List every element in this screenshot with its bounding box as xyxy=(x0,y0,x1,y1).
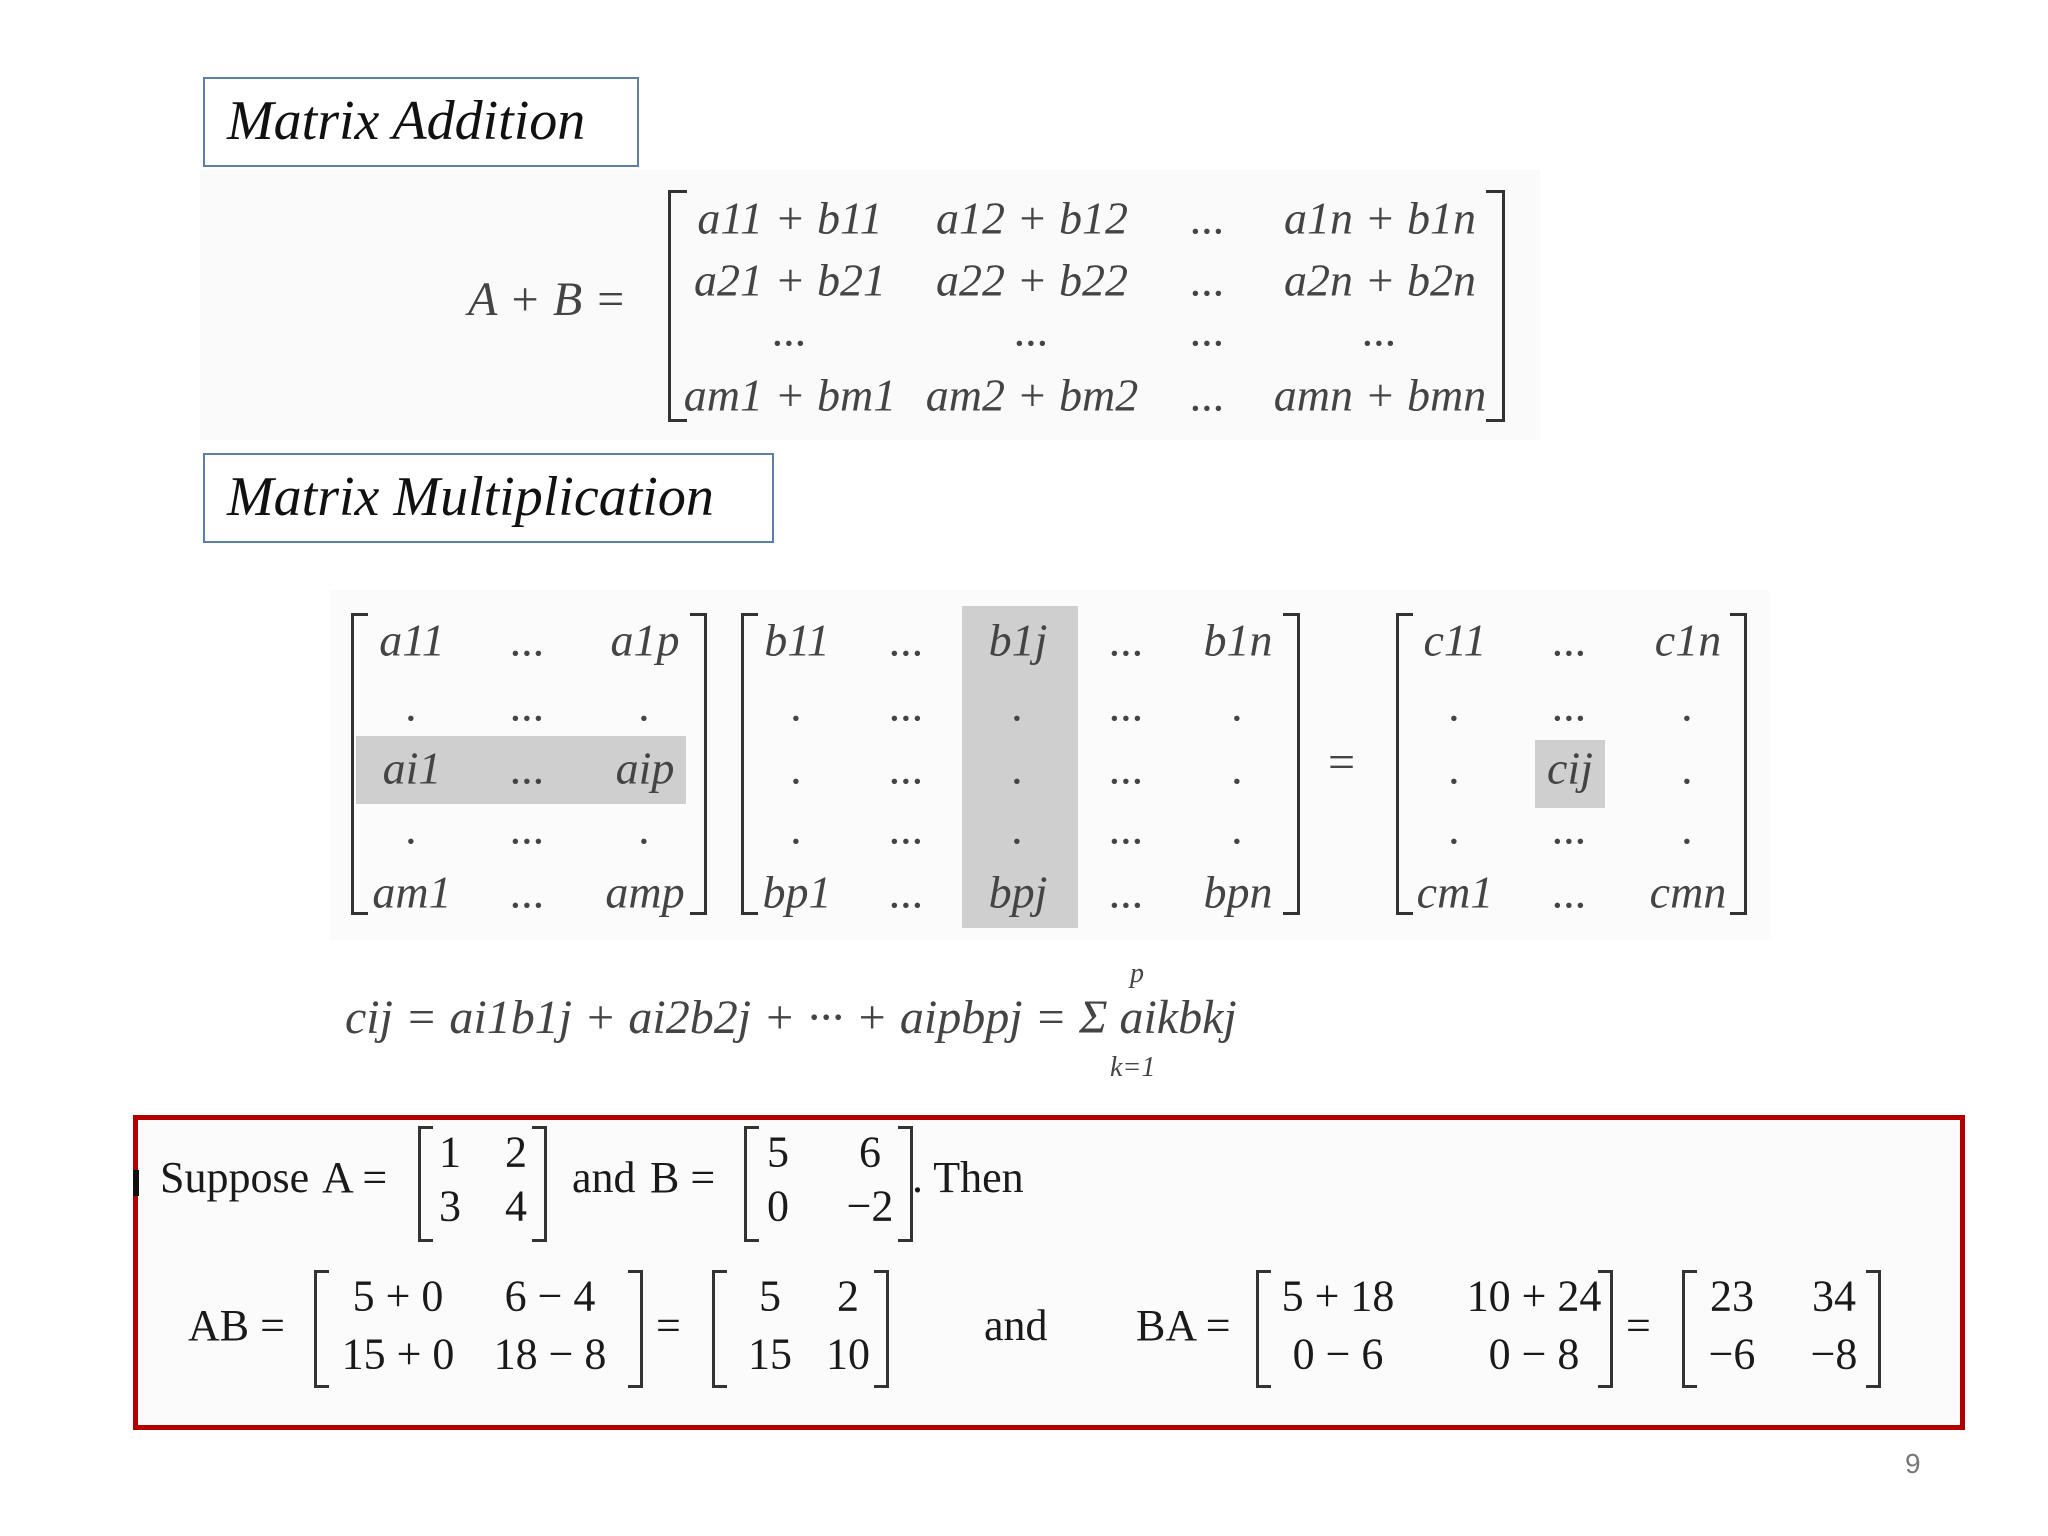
addition-cell-r3-c3: amn + bmn xyxy=(1273,369,1487,421)
ba-expand-cell-r1-c1: 0 − 8 xyxy=(1488,1329,1580,1379)
matrix-a-cell-r3-c2: . xyxy=(639,802,651,854)
sum-lower-limit xyxy=(1110,1052,1155,1084)
matrix-c-cell-r0-c2: c1n xyxy=(1654,614,1722,666)
ba-label: BA = xyxy=(1136,1301,1231,1350)
matrix-multiplication-title-text: Matrix Multiplication xyxy=(227,466,714,528)
ba-equals: = xyxy=(1626,1301,1651,1350)
matrix-b-cell-r4-c1: ... xyxy=(889,866,925,918)
then-text: . Then xyxy=(912,1153,1024,1202)
addition-cell-r2-c1: ... xyxy=(1014,304,1050,356)
matrix-c-cell-r2-c1: cij xyxy=(1547,742,1593,794)
matrix-addition-title-text: Matrix Addition xyxy=(227,90,586,152)
matrix-b-cell-r0-c2: b1j xyxy=(988,614,1048,666)
addition-cell-r3-c0: am1 + bm1 xyxy=(683,369,897,421)
matrix-b-cell-r1-c2: . xyxy=(1012,679,1024,731)
and-text-2: and xyxy=(984,1301,1048,1350)
matrix-a-cell-r3-c1: ... xyxy=(510,802,546,854)
suppose-text: Suppose xyxy=(160,1153,310,1202)
b-label: B = xyxy=(650,1153,716,1202)
matrix-c-right-bracket xyxy=(1730,613,1747,915)
cij-formula xyxy=(345,990,1237,1045)
addition-cell-r0-c3: a1n + b1n xyxy=(1283,192,1477,244)
ba-result-bracket-left xyxy=(1682,1270,1697,1388)
matrix-b-cell-r3-c3: ... xyxy=(1109,802,1145,854)
matrix-b-example-cell-r0-c1: 6 xyxy=(859,1127,881,1177)
ab-result-cell-r0-c0: 5 xyxy=(759,1271,781,1321)
ba-result-bracket-right xyxy=(1866,1270,1881,1388)
matrix-b-cell-r4-c0: bp1 xyxy=(762,866,832,918)
matrix-c-cell-r3-c1: ... xyxy=(1552,802,1588,854)
matrix-b-cell-r3-c2: . xyxy=(1012,802,1024,854)
matrix-a-cell-r1-c1: ... xyxy=(510,679,546,731)
addition-cell-r1-c2: ... xyxy=(1190,254,1226,306)
matrix-b-cell-r0-c0: b11 xyxy=(764,614,830,666)
matrix-b-example-cell-r1-c0: 0 xyxy=(767,1181,789,1231)
equals-text: = xyxy=(1328,736,1356,789)
matrix-b-cell-r3-c0: . xyxy=(791,802,803,854)
ab-expand-bracket-right xyxy=(628,1270,643,1388)
matrix-b-right-bracket xyxy=(1283,613,1300,915)
sum-upper-text: p xyxy=(1130,958,1144,989)
ba-result-cell-r0-c1: 34 xyxy=(1812,1271,1856,1321)
addition-cell-r3-c1: am2 + bm2 xyxy=(925,369,1139,421)
addition-lhs-text: A + B = xyxy=(468,273,627,326)
matrix-b-cell-r4-c3: ... xyxy=(1109,866,1145,918)
sum-upper-limit xyxy=(1130,958,1144,990)
matrix-a-left-bracket xyxy=(351,613,368,915)
matrix-b-cell-r2-c2: . xyxy=(1012,742,1024,794)
matrix-c-cell-r0-c1: ... xyxy=(1552,614,1588,666)
ab-expand-cell-r0-c1: 6 − 4 xyxy=(504,1271,596,1321)
ab-result-cell-r0-c1: 2 xyxy=(837,1271,859,1321)
matrix-b-cell-r1-c1: ... xyxy=(889,679,925,731)
ab-result-bracket-right xyxy=(874,1270,889,1388)
matrix-b-cell-r2-c4: . xyxy=(1232,742,1244,794)
matrix-c-cell-r0-c0: c11 xyxy=(1423,614,1487,666)
ba-expand-cell-r0-c0: 5 + 18 xyxy=(1281,1271,1395,1321)
matrix-a-cell-r1-c0: . xyxy=(406,679,418,731)
addition-cell-r1-c1: a22 + b22 xyxy=(935,254,1129,306)
matrix-b-left-bracket xyxy=(741,613,758,915)
ba-expand-bracket-left xyxy=(1256,1270,1271,1388)
matrix-b-example-bracket-left xyxy=(744,1126,759,1242)
addition-cell-r2-c2: ... xyxy=(1190,304,1226,356)
matrix-a-cell-r1-c2: . xyxy=(639,679,651,731)
matrix-a-cell-r2-c0: ai1 xyxy=(382,742,442,794)
addition-cell-r0-c0: a11 + b11 xyxy=(697,192,883,244)
matrix-a-right-bracket xyxy=(690,613,707,915)
addition-cell-r2-c3: ... xyxy=(1362,304,1398,356)
ab-result-cell-r1-c1: 10 xyxy=(826,1329,870,1379)
matrix-a-cell-r0-c2: a1p xyxy=(610,614,680,666)
addition-cell-r0-c1: a12 + b12 xyxy=(935,192,1129,244)
page-number-text: 9 xyxy=(1905,1448,1921,1479)
ab-label: AB = xyxy=(188,1301,285,1350)
matrix-b-cell-r4-c4: bpn xyxy=(1203,866,1273,918)
a-label: A = xyxy=(322,1153,388,1202)
matrix-b-cell-r4-c2: bpj xyxy=(988,866,1048,918)
matrix-a-cell-r4-c0: am1 xyxy=(372,866,452,918)
matrix-b-cell-r1-c3: ... xyxy=(1109,679,1145,731)
addition-cell-r1-c3: a2n + b2n xyxy=(1283,254,1477,306)
ba-result-cell-r0-c0: 23 xyxy=(1710,1271,1754,1321)
matrix-b-cell-r0-c3: ... xyxy=(1109,614,1145,666)
matrix-a-cell-r2-c2: aip xyxy=(615,742,675,794)
matrix-b-cell-r1-c0: . xyxy=(791,679,803,731)
matrix-a-example-cell-r0-c0: 1 xyxy=(439,1127,461,1177)
ba-expand-cell-r0-c1: 10 + 24 xyxy=(1466,1271,1602,1321)
matrix-c-cell-r2-c2: . xyxy=(1682,742,1694,794)
addition-cell-r3-c2: ... xyxy=(1190,369,1226,421)
matrix-b-example-cell-r0-c0: 5 xyxy=(767,1127,789,1177)
matrix-c-cell-r1-c0: . xyxy=(1449,679,1461,731)
ab-equals: = xyxy=(656,1301,681,1350)
matrix-b-cell-r1-c4: . xyxy=(1232,679,1244,731)
matrix-b-cell-r3-c1: ... xyxy=(889,802,925,854)
page-number xyxy=(1905,1448,1921,1480)
matrix-a-cell-r2-c1: ... xyxy=(510,742,546,794)
addition-right-bracket xyxy=(1486,190,1505,422)
matrix-b-cell-r0-c4: b1n xyxy=(1203,614,1273,666)
matrix-a-cell-r0-c1: ... xyxy=(510,614,546,666)
matrix-a-example-cell-r1-c1: 4 xyxy=(505,1181,527,1231)
ab-expand-bracket-left xyxy=(314,1270,329,1388)
matrix-a-cell-r4-c1: ... xyxy=(510,866,546,918)
matrix-b-example-cell-r1-c1: −2 xyxy=(846,1181,894,1231)
matrix-c-cell-r3-c0: . xyxy=(1449,802,1461,854)
matrix-c-cell-r1-c1: ... xyxy=(1552,679,1588,731)
matrix-c-cell-r2-c0: . xyxy=(1449,742,1461,794)
addition-cell-r0-c2: ... xyxy=(1190,192,1226,244)
matrix-b-cell-r2-c1: ... xyxy=(889,742,925,794)
matrix-a-cell-r3-c0: . xyxy=(406,802,418,854)
matrix-c-left-bracket xyxy=(1396,613,1413,915)
ba-expand-cell-r1-c0: 0 − 6 xyxy=(1292,1329,1384,1379)
matrix-a-example-cell-r0-c1: 2 xyxy=(505,1127,527,1177)
matrix-c-cell-r3-c2: . xyxy=(1682,802,1694,854)
matrix-b-cell-r2-c0: . xyxy=(791,742,803,794)
ab-result-cell-r1-c0: 15 xyxy=(748,1329,792,1379)
bullet-marker xyxy=(133,1170,139,1196)
addition-cell-r2-c0: ... xyxy=(772,304,808,356)
addition-cell-r1-c0: a21 + b21 xyxy=(693,254,887,306)
ba-result-cell-r1-c0: −6 xyxy=(1708,1329,1756,1379)
matrix-b-cell-r3-c4: . xyxy=(1232,802,1244,854)
ab-expand-cell-r1-c1: 18 − 8 xyxy=(493,1329,607,1379)
matrix-c-cell-r4-c0: cm1 xyxy=(1416,866,1494,918)
matrix-a-example-cell-r1-c0: 3 xyxy=(439,1181,461,1231)
matrix-c-cell-r4-c1: ... xyxy=(1552,866,1588,918)
matrix-c-cell-r1-c2: . xyxy=(1682,679,1694,731)
matrix-addition-title xyxy=(203,77,639,167)
matrix-b-example-bracket-right xyxy=(898,1126,913,1242)
matrix-a-cell-r0-c0: a11 xyxy=(379,614,445,666)
matrix-a-example-bracket-right xyxy=(532,1126,547,1242)
matrix-b-cell-r2-c3: ... xyxy=(1109,742,1145,794)
cij-formula-text: cij = ai1b1j + ai2b2j + ··· + aipbpj = Σ aikbkj xyxy=(345,991,1237,1044)
matrix-a-example-bracket-left xyxy=(418,1126,433,1242)
multiplication-equals-sign xyxy=(1328,735,1355,790)
matrix-b-cell-r0-c1: ... xyxy=(889,614,925,666)
ab-expand-cell-r1-c0: 15 + 0 xyxy=(341,1329,455,1379)
ba-result-cell-r1-c1: −8 xyxy=(1810,1329,1858,1379)
addition-lhs xyxy=(468,272,627,327)
matrix-multiplication-title xyxy=(203,453,774,543)
ab-expand-cell-r0-c0: 5 + 0 xyxy=(352,1271,444,1321)
and-text-1: and xyxy=(572,1153,636,1202)
matrix-a-cell-r4-c2: amp xyxy=(605,866,685,918)
ab-result-bracket-left xyxy=(712,1270,727,1388)
matrix-c-cell-r4-c2: cmn xyxy=(1649,866,1727,918)
sum-lower-text: k=1 xyxy=(1110,1052,1156,1083)
